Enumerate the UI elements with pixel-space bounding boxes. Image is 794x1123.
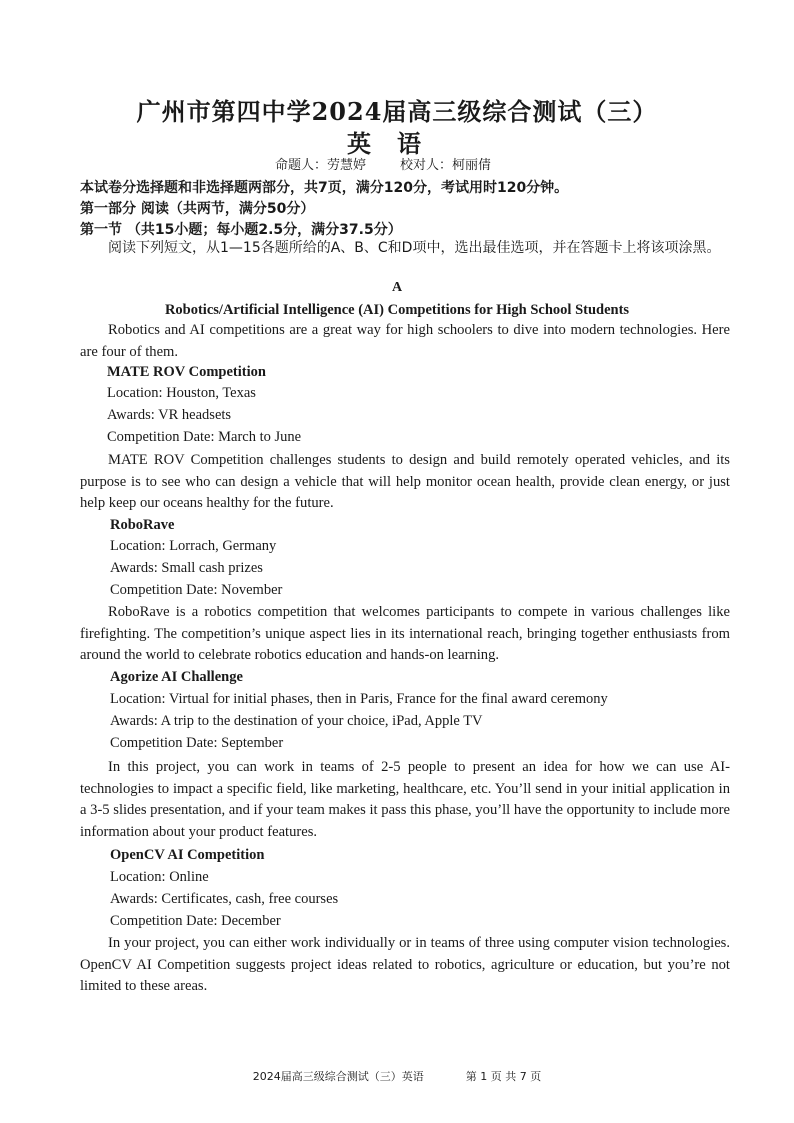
competition-description: In this project, you can work in teams of 2-5 people to present an idea for how we can use AI-technologies to impact a specific field, like marketing, healthcare, etc. You’ll send in your initial application in a 3-5 slides presentation, and if your team makes it pass this phase, you’ll have the opportunity to include more information about your product features.: [80, 759, 730, 840]
competition-date: Competition Date: December: [110, 913, 281, 929]
section1-heading: 第一节 （共15小题；每小题2.5分，满分37.5分）: [80, 222, 402, 238]
passage-letter: A: [391, 280, 403, 295]
competition-name: OpenCV AI Competition: [110, 847, 265, 863]
competition-description: In your project, you can either work individually or in teams of three using computer vision technologies. OpenCV AI Competition suggests project ideas related to robotics, agriculture or education, but you’re not limited to these areas.: [80, 935, 730, 994]
competition-awards: Awards: Certificates, cash, free courses: [110, 891, 339, 907]
competition-name: RoboRave: [110, 517, 175, 533]
competition-description: MATE ROV Competition challenges students to design and build remotely operated vehicles, and its purpose is to see who can design a vehicle that will help monitor ocean health, provide clean energy, or just help keep our oceans healthy for the future.: [80, 452, 730, 511]
competition-name: Agorize AI Challenge: [110, 669, 243, 685]
subject-title: 英语: [347, 129, 447, 158]
passage-intro: Robotics and AI competitions are a great way for high schoolers to dive into modern technologies. Here are four of them.: [80, 322, 730, 360]
exam-note: 本试卷分选择题和非选择题两部分，共7页，满分120分，考试用时120分钟。: [80, 180, 569, 196]
competition-location: Location: Virtual for initial phases, then in Paris, France for the final award ceremony: [110, 691, 608, 707]
checker-name: 校对人：柯丽倩: [400, 158, 492, 173]
competition-description: RoboRave is a robotics competition that welcomes participants to compete in various challenges like firefighting. The competition’s unique aspect lies in its international reach, bringing together enthusiasts from around the world to celebrate robotics education and hands-on learning.: [80, 604, 730, 663]
competition-awards: Awards: VR headsets: [107, 407, 232, 423]
competition-location: Location: Houston, Texas: [107, 385, 256, 401]
part1-heading: 第一部分 阅读（共两节，满分50分）: [80, 201, 315, 217]
directions: 阅读下列短文，从1—15各题所给的A、B、C和D项中，选出最佳选项，并在答题卡上将该项涂黑。: [108, 240, 721, 256]
competition-location: Location: Lorrach, Germany: [110, 538, 277, 554]
competition-date: Competition Date: March to June: [107, 429, 302, 445]
competition-awards: Awards: Small cash prizes: [110, 560, 263, 576]
footer-page-number: 第 1 页 共 7 页: [465, 1070, 542, 1083]
setter-name: 命题人：劳慧婷: [275, 158, 367, 173]
competition-name: MATE ROV Competition: [107, 364, 266, 380]
competition-date: Competition Date: November: [110, 582, 283, 598]
competition-date: Competition Date: September: [110, 735, 284, 751]
footer-exam: 2024届高三级综合测试（三）英语: [252, 1070, 424, 1083]
competition-location: Location: Online: [110, 869, 209, 885]
exam-title: 广州市第四中学2024届高三级综合测试（三）: [136, 97, 658, 126]
page-footer: [0, 1068, 794, 1084]
passage-title: Robotics/Artificial Intelligence (AI) Competitions for High School Students: [164, 302, 630, 318]
competition-awards: Awards: A trip to the destination of your choice, iPad, Apple TV: [110, 713, 483, 729]
authors-line: [275, 154, 491, 173]
